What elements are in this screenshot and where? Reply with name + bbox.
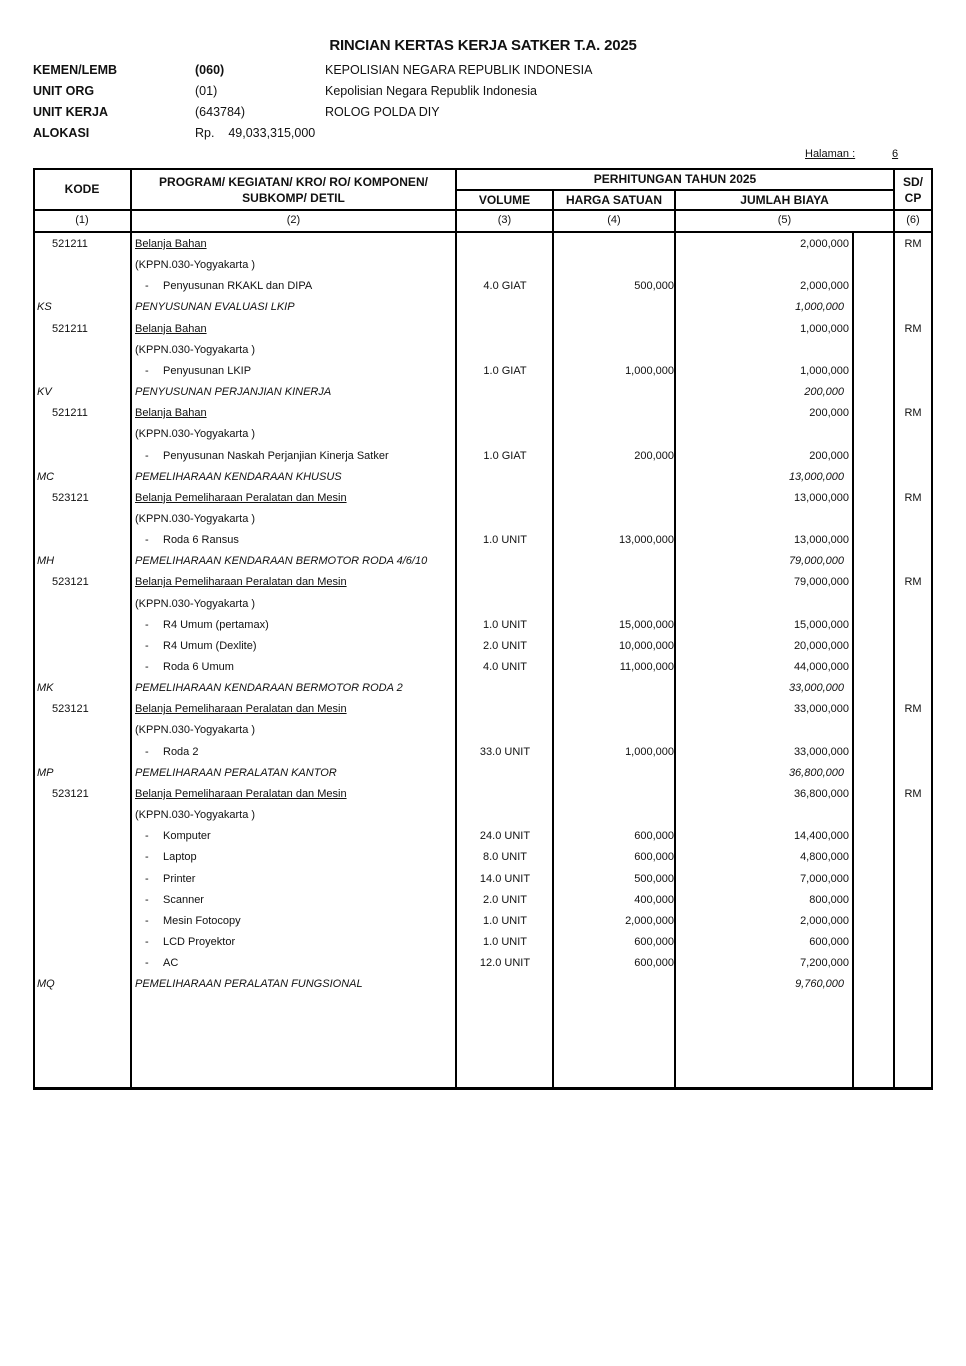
row-description [135, 934, 235, 950]
row-description: (KPPN.030-Yogyakarta ) [135, 597, 256, 610]
table-row-detil [0, 638, 966, 659]
table-row-kppn [0, 807, 966, 828]
col-number-3: (3) [497, 214, 512, 226]
row-volume: 14.0 UNIT [479, 872, 531, 885]
bullet-dash: - [145, 957, 149, 970]
row-description: (KPPN.030-Yogyakarta ) [135, 343, 256, 356]
page-label: Halaman : [805, 148, 856, 160]
row-description: PEMELIHARAAN PERALATAN FUNGSIONAL [135, 978, 363, 991]
table-row-kppn [0, 596, 966, 617]
table-row-kppn [0, 257, 966, 278]
row-description: PENYUSUNAN PERJANJIAN KINERJA [135, 386, 332, 399]
table-row-detil [0, 532, 966, 553]
row-jumlah-biaya: 33,000,000 [793, 703, 849, 716]
detil-text: R4 Umum (pertamax) [163, 618, 269, 631]
row-kode: MC [37, 470, 55, 483]
row-description: Belanja Pemeliharaan Peralatan dan Mesin [135, 576, 347, 589]
detil-text: Printer [163, 872, 196, 885]
detil-text: Laptop [163, 851, 197, 864]
bullet-dash: - [145, 661, 149, 673]
row-kode: 523121 [52, 491, 89, 504]
detil-text: Penyusunan LKIP [163, 364, 252, 377]
row-jumlah-biaya: 1,000,000 [800, 322, 849, 335]
bullet-dash: - [145, 618, 149, 631]
alokasi-value: Rp. 49,033,315,000 [195, 126, 316, 140]
table-row-komponen [0, 299, 966, 320]
row-description: Belanja Pemeliharaan Peralatan dan Mesin [135, 491, 347, 504]
row-kode: 521211 [52, 322, 88, 335]
detil-text: Roda 6 Umum [163, 661, 234, 673]
row-sumber-dana: RM [904, 238, 922, 250]
row-description: (KPPN.030-Yogyakarta ) [135, 259, 256, 272]
row-kode: 523121 [52, 703, 89, 716]
meta-code: (01) [195, 84, 218, 98]
table-row-akun [0, 701, 966, 722]
table-row-akun [0, 786, 966, 807]
row-description: PEMELIHARAAN PERALATAN KANTOR [135, 766, 337, 779]
bullet-dash: - [145, 639, 149, 652]
row-sumber-dana: RM [904, 576, 922, 589]
row-description: Belanja Bahan [135, 322, 207, 335]
grid-line [33, 231, 933, 233]
row-sumber-dana: RM [904, 322, 922, 335]
row-jumlah-biaya: 1,000,000 [795, 301, 844, 314]
table-row-detil [0, 278, 966, 299]
row-jumlah-biaya: 1,000,000 [800, 364, 849, 377]
row-sumber-dana: RM [904, 787, 922, 800]
row-jumlah-biaya: 13,000,000 [793, 534, 849, 547]
row-kode: 523121 [52, 576, 89, 589]
grid-line [33, 168, 933, 170]
table-row-komponen [0, 553, 966, 574]
col-number-6: (6) [906, 214, 920, 226]
row-harga-satuan: 600,000 [634, 935, 674, 948]
row-harga-satuan: 200,000 [634, 449, 674, 462]
header-sdcp-line1: SD/ [902, 175, 923, 189]
row-kode: 521211 [52, 238, 88, 250]
table-row-detil [0, 448, 966, 469]
bullet-dash: - [145, 449, 149, 462]
row-kode: 521211 [52, 407, 88, 420]
header-program-line1: PROGRAM/ KEGIATAN/ KRO/ RO/ KOMPONEN/ [159, 175, 428, 189]
row-description: PENYUSUNAN EVALUASI LKIP [135, 301, 295, 314]
row-jumlah-biaya: 14,400,000 [793, 830, 849, 843]
row-volume: 2.0 UNIT [482, 639, 527, 652]
meta-name: ROLOG POLDA DIY [325, 105, 440, 119]
header-jumlah-biaya: JUMLAH BIAYA [740, 193, 829, 207]
row-jumlah-biaya: 7,000,000 [800, 872, 849, 885]
row-kode: MH [37, 555, 55, 568]
bullet-dash: - [145, 280, 149, 293]
table-row-detil [0, 892, 966, 913]
table-row-detil [0, 744, 966, 765]
table-row-akun [0, 405, 966, 426]
table-row-detil [0, 659, 966, 680]
row-description [135, 892, 204, 908]
table-row-komponen [0, 384, 966, 405]
bullet-dash: - [145, 935, 149, 948]
row-volume: 1.0 GIAT [483, 449, 527, 462]
row-jumlah-biaya: 33,000,000 [793, 745, 849, 758]
row-description [135, 278, 312, 294]
row-volume: 2.0 UNIT [482, 893, 527, 906]
row-description: PEMELIHARAAN KENDARAAN BERMOTOR RODA 2 [135, 682, 403, 695]
row-description: PEMELIHARAAN KENDARAAN BERMOTOR RODA 4/6/10 [135, 555, 428, 568]
bullet-dash: - [145, 914, 149, 927]
row-jumlah-biaya: 2,000,000 [800, 914, 849, 927]
table-row-akun [0, 490, 966, 511]
detil-text: Roda 6 Ransus [163, 534, 239, 547]
row-jumlah-biaya: 44,000,000 [793, 661, 849, 673]
row-jumlah-biaya: 600,000 [809, 935, 849, 948]
row-harga-satuan: 400,000 [634, 893, 674, 906]
table-row-detil [0, 828, 966, 849]
table-row-kppn [0, 511, 966, 532]
meta-code: (060) [195, 63, 225, 77]
row-volume: 1.0 UNIT [482, 935, 527, 948]
row-jumlah-biaya: 79,000,000 [788, 555, 844, 568]
row-description [135, 849, 197, 865]
row-kode: KV [37, 386, 52, 399]
header-program-line2: SUBKOMP/ DETIL [242, 191, 345, 205]
row-description [135, 532, 239, 548]
header-perhitungan: PERHITUNGAN TAHUN 2025 [593, 172, 757, 186]
row-volume: 4.0 UNIT [482, 661, 527, 673]
row-description: Belanja Bahan [135, 407, 207, 420]
row-description [135, 913, 241, 929]
row-description: PEMELIHARAAN KENDARAAN KHUSUS [135, 470, 342, 483]
header-kode: KODE [64, 182, 100, 196]
header-harga-satuan: HARGA SATUAN [566, 193, 662, 207]
meta-code: (643784) [195, 105, 246, 119]
row-kode: MP [37, 766, 54, 779]
row-kode: MK [37, 682, 54, 695]
row-jumlah-biaya: 79,000,000 [793, 576, 849, 589]
row-kode: 523121 [52, 787, 89, 800]
row-volume: 8.0 UNIT [482, 851, 527, 864]
bullet-dash: - [145, 893, 149, 906]
row-description [135, 638, 257, 654]
row-harga-satuan: 13,000,000 [618, 534, 674, 547]
bullet-dash: - [145, 745, 149, 758]
row-harga-satuan: 1,000,000 [625, 745, 674, 758]
row-description: (KPPN.030-Yogyakarta ) [135, 724, 256, 737]
detil-text: LCD Proyektor [163, 935, 236, 948]
row-jumlah-biaya: 33,000,000 [788, 682, 844, 695]
page-number: 6 [892, 148, 899, 160]
table-row-detil [0, 913, 966, 934]
row-jumlah-biaya: 36,800,000 [788, 766, 844, 779]
row-jumlah-biaya: 2,000,000 [800, 280, 849, 293]
document-title: RINCIAN KERTAS KERJA SATKER T.A. 2025 [329, 37, 637, 54]
table-row-kppn [0, 722, 966, 743]
header-program [131, 174, 456, 206]
row-description: Belanja Pemeliharaan Peralatan dan Mesin [135, 703, 347, 716]
row-volume: 1.0 UNIT [482, 534, 527, 547]
row-jumlah-biaya: 200,000 [809, 449, 849, 462]
meta-label: KEMEN/LEMB [33, 63, 118, 77]
row-jumlah-biaya: 15,000,000 [793, 618, 849, 631]
bullet-dash: - [145, 851, 149, 864]
detil-text: AC [163, 957, 179, 970]
table-row-detil [0, 955, 966, 976]
row-jumlah-biaya: 4,800,000 [800, 851, 849, 864]
meta-label: UNIT KERJA [33, 105, 109, 119]
row-description: Belanja Pemeliharaan Peralatan dan Mesin [135, 787, 347, 800]
detil-text: Penyusunan Naskah Perjanjian Kinerja Satker [163, 449, 389, 462]
detil-text: Penyusunan RKAKL dan DIPA [163, 280, 313, 293]
row-jumlah-biaya: 800,000 [809, 893, 849, 906]
row-description [135, 448, 389, 464]
table-row-akun [0, 321, 966, 342]
row-volume: 24.0 UNIT [479, 830, 531, 843]
row-volume: 12.0 UNIT [479, 957, 531, 970]
detil-text: Roda 2 [163, 745, 199, 758]
row-description [135, 828, 211, 844]
row-volume: 33.0 UNIT [479, 745, 531, 758]
row-harga-satuan: 10,000,000 [618, 639, 674, 652]
row-volume: 1.0 UNIT [482, 618, 527, 631]
row-sumber-dana: RM [904, 703, 922, 716]
row-harga-satuan: 2,000,000 [625, 914, 674, 927]
grid-line [33, 209, 933, 211]
row-description: (KPPN.030-Yogyakarta ) [135, 809, 256, 822]
row-jumlah-biaya: 13,000,000 [793, 491, 849, 504]
detil-text: R4 Umum (Dexlite) [163, 639, 257, 652]
row-harga-satuan: 600,000 [634, 830, 674, 843]
row-jumlah-biaya: 2,000,000 [800, 238, 849, 250]
row-description [135, 659, 234, 675]
col-number-5: (5) [777, 214, 792, 226]
row-description: (KPPN.030-Yogyakarta ) [135, 512, 256, 525]
row-jumlah-biaya: 200,000 [804, 386, 844, 399]
row-kode: KS [37, 301, 52, 314]
meta-name: Kepolisian Negara Republik Indonesia [325, 84, 537, 98]
row-description [135, 363, 251, 379]
detil-text: Komputer [163, 830, 211, 843]
row-description: Belanja Bahan [135, 238, 207, 250]
table-row-komponen [0, 469, 966, 490]
table-row-detil [0, 363, 966, 384]
col-number-1: (1) [75, 214, 89, 226]
row-harga-satuan: 600,000 [634, 957, 674, 970]
row-sumber-dana: RM [904, 491, 922, 504]
table-row-komponen [0, 976, 966, 997]
table-row-komponen [0, 680, 966, 701]
row-harga-satuan: 600,000 [634, 851, 674, 864]
row-description [135, 955, 178, 971]
header-volume: VOLUME [478, 193, 531, 207]
meta-name: KEPOLISIAN NEGARA REPUBLIK INDONESIA [325, 63, 593, 77]
header-sdcp [894, 174, 932, 206]
col-number-4: (4) [607, 214, 621, 226]
bullet-dash: - [145, 830, 149, 843]
row-volume: 4.0 GIAT [483, 280, 527, 293]
row-harga-satuan: 500,000 [634, 280, 674, 293]
table-row-akun [0, 236, 966, 257]
table-row-detil [0, 871, 966, 892]
row-kode: MQ [37, 978, 55, 991]
row-jumlah-biaya: 7,200,000 [800, 957, 849, 970]
row-harga-satuan: 1,000,000 [625, 364, 674, 377]
row-harga-satuan: 500,000 [634, 872, 674, 885]
table-row-detil [0, 849, 966, 870]
row-description [135, 744, 198, 760]
table-row-kppn [0, 426, 966, 447]
bullet-dash: - [145, 534, 149, 547]
meta-label: UNIT ORG [33, 84, 95, 98]
grid-line [33, 1087, 933, 1090]
col-number-2: (2) [286, 214, 301, 226]
row-jumlah-biaya: 200,000 [809, 407, 849, 420]
table-row-kppn [0, 342, 966, 363]
row-description [135, 871, 195, 887]
row-volume: 1.0 UNIT [482, 914, 527, 927]
detil-text: Mesin Fotocopy [163, 914, 241, 927]
row-harga-satuan: 11,000,000 [619, 661, 674, 673]
bullet-dash: - [145, 364, 149, 377]
bullet-dash: - [145, 872, 149, 885]
row-description [135, 617, 269, 633]
row-jumlah-biaya: 20,000,000 [793, 639, 849, 652]
table-row-detil [0, 934, 966, 955]
row-jumlah-biaya: 13,000,000 [788, 470, 844, 483]
table-row-komponen [0, 765, 966, 786]
row-jumlah-biaya: 9,760,000 [795, 978, 844, 991]
row-sumber-dana: RM [904, 407, 922, 420]
alokasi-label: ALOKASI [33, 126, 90, 140]
row-jumlah-biaya: 36,800,000 [793, 787, 849, 800]
table-row-akun [0, 574, 966, 595]
row-description: (KPPN.030-Yogyakarta ) [135, 428, 256, 441]
table-row-detil [0, 617, 966, 638]
row-volume: 1.0 GIAT [483, 364, 527, 377]
row-harga-satuan: 15,000,000 [618, 618, 674, 631]
header-sdcp-line2: CP [904, 191, 922, 205]
detil-text: Scanner [163, 893, 204, 906]
